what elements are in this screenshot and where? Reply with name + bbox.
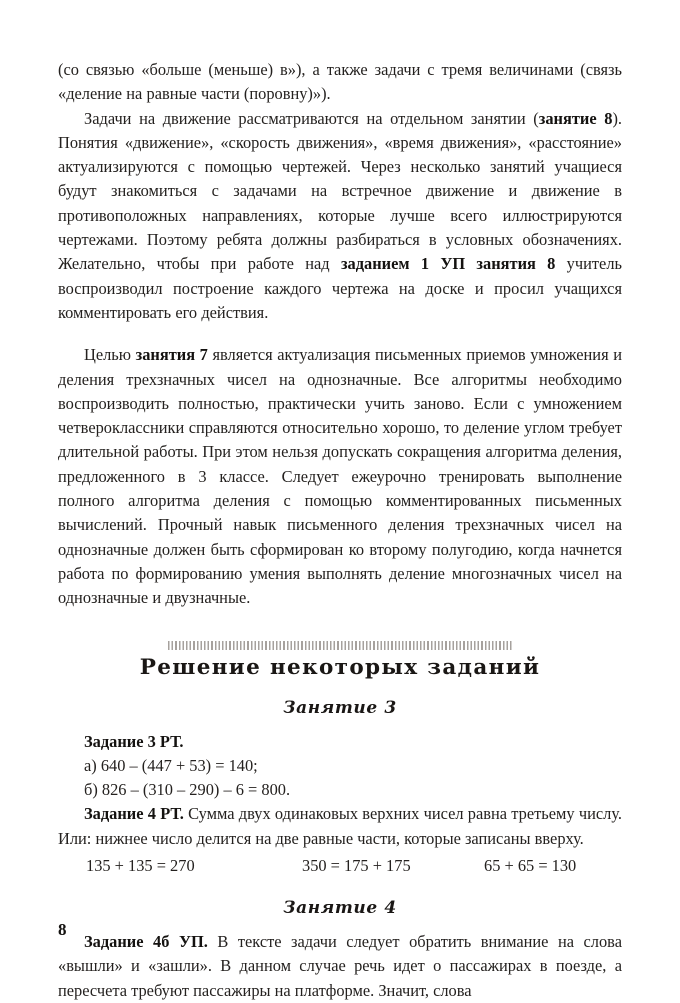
section-title: Решение некоторых заданий [139,654,541,680]
section-ornament [58,641,622,650]
task-block-3 [58,730,622,879]
task-3-rt-line-a: а) 640 – (447 + 53) = 140; [84,755,258,775]
task-3-rt-line-b: б) 826 – (310 – 290) – 6 = 800. [84,780,291,800]
page-content [58,58,622,1003]
equation-row [58,853,622,879]
task-4b-up [58,930,622,1003]
paragraph-3 [58,343,622,610]
task-label-4b-up: Задание 4б УП. [84,932,208,952]
paragraph-2-run-3: ). Понятия «движение», «скорость движения», «время движения», «расстояние» актуализируются с помощью чертежей. Через несколько занятий учащиеся будут знакомиться с задачами на встречное движение и движение в противоположных направлениях, которые лучше всего иллюстрируются чертежами. Поэтому ребята должны разбираться в условных обозначениях. Желательно, чтобы при работе над [58,108,622,274]
paragraph-2-run-1: Задачи на движение рассматриваются на отдельном занятии ( [84,108,539,128]
task-label-4-rt: Задание 4 РТ. [84,804,184,824]
paragraph-2-emphasis-task1: заданием 1 УП занятия 8 [340,254,556,274]
paragraph-1 [58,58,622,107]
paragraph-2-emphasis-lesson8: занятие 8 [538,108,613,128]
paragraph-2 [58,107,622,326]
task-4-rt-body: Сумма двух одинаковых верхних чисел равна третьему числу. Или: нижнее число делится на две равные части, которые записаны вверху. [58,804,622,848]
task-block-4 [58,930,622,1003]
equation-2: 350 = 175 + 175 [302,856,411,876]
task-4-rt [58,802,622,851]
task-label-3-rt [58,730,622,754]
paragraph-3-emphasis-lesson7: занятия 7 [135,345,208,365]
task-label-3-rt-text: Задание 3 РТ. [84,731,184,751]
page-number: 8 [58,920,67,939]
equation-1: 135 + 135 = 270 [86,856,195,876]
paragraph-2-run-5: учитель воспроизводил построение каждого чертежа на доске и просил учащихся комментировать его действия. [58,254,622,322]
lesson-heading-3: Занятие 3 [283,697,397,718]
paragraph-3-run-1: Целью [84,345,136,365]
task-4b-up-body: В тексте задачи следует обратить внимание на слова «вышли» и «зашли». В данном случае речь идет о пассажирах в поезде, а пересчета требуют пассажиры на платформе. Значит, слова [58,932,622,1000]
equation-3: 65 + 65 = 130 [484,856,577,876]
paragraph-1-run-1: (со связью «больше (меньше) в»), а также задачи с тремя величинами (связь «деление на равные части (поровну)»). [58,60,622,104]
lesson-heading-4: Занятие 4 [283,898,397,919]
hatched-rule-icon [168,641,513,650]
paragraph-spacer [58,325,622,343]
paragraph-3-run-3: является актуализация письменных приемов умножения и деления трехзначных чисел на однозначные. Все алгоритмы необходимо воспроизводить полностью, практически учить заново. Если с умножением четвероклассники справляются относительно хорошо, то деление углом требует длительной работы. При этом нельзя допускать сокращения алгоритма деления, предложенного в 3 классе. Следует ежеурочно тренировать выполнение полного алгоритма деления с помощью комментированных письменных вычислений. Прочный навык письменного деления трехзначных чисел на однозначные должен быть сформирован ко второму полугодию, когда начнется работа по формированию умения выполнять деление многозначных чисел на однозначные и двузначные. [58,345,622,608]
